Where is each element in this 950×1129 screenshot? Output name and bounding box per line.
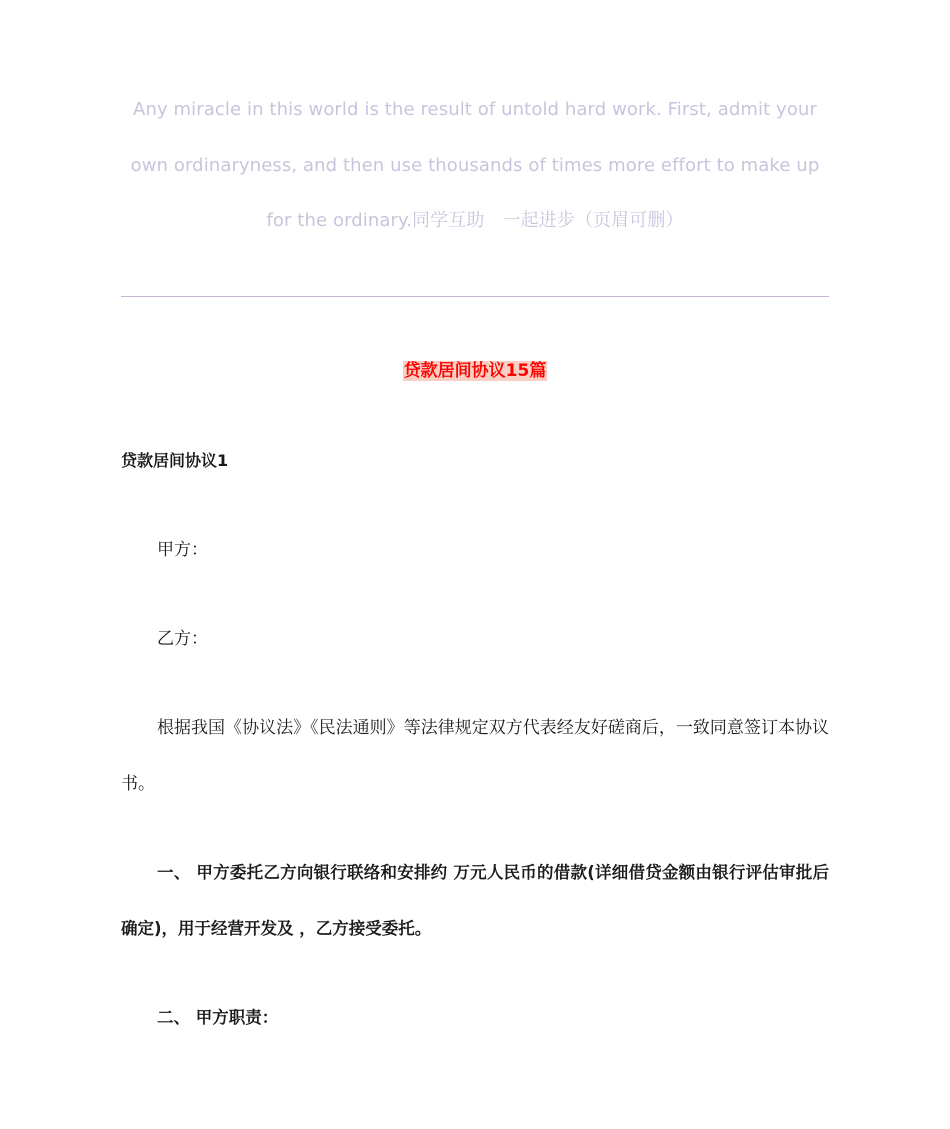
section-heading: 贷款居间协议1 [121,451,229,470]
document-title [0,358,950,384]
page-header-motto: Any miracle in this world is the result of untold hard work. First, admit your own ordinaryness, and then use thousands of times more effort to make up for the ordinary.同学互助 一起进步（页眉可删） [130,99,820,231]
header-divider [121,296,829,297]
clause-one-paragraph: 一、 甲方委托乙方向银行联络和安排约 万元人民币的借款(详细借贷金额由银行评估审批后确定)，用于经营开发及 ，乙方接受委托。 [121,863,829,938]
party-a-line: 甲方： [157,540,208,560]
party-b-line: 乙方： [157,629,208,649]
intro-paragraph: 根据我国《协议法》《民法通则》等法律规定双方代表经友好磋商后，一致同意签订本协议书。 [121,718,829,794]
clause-two-heading: 二、 甲方职责： [157,1008,279,1027]
document-title-text: 贷款居间协议15篇 [403,361,547,381]
